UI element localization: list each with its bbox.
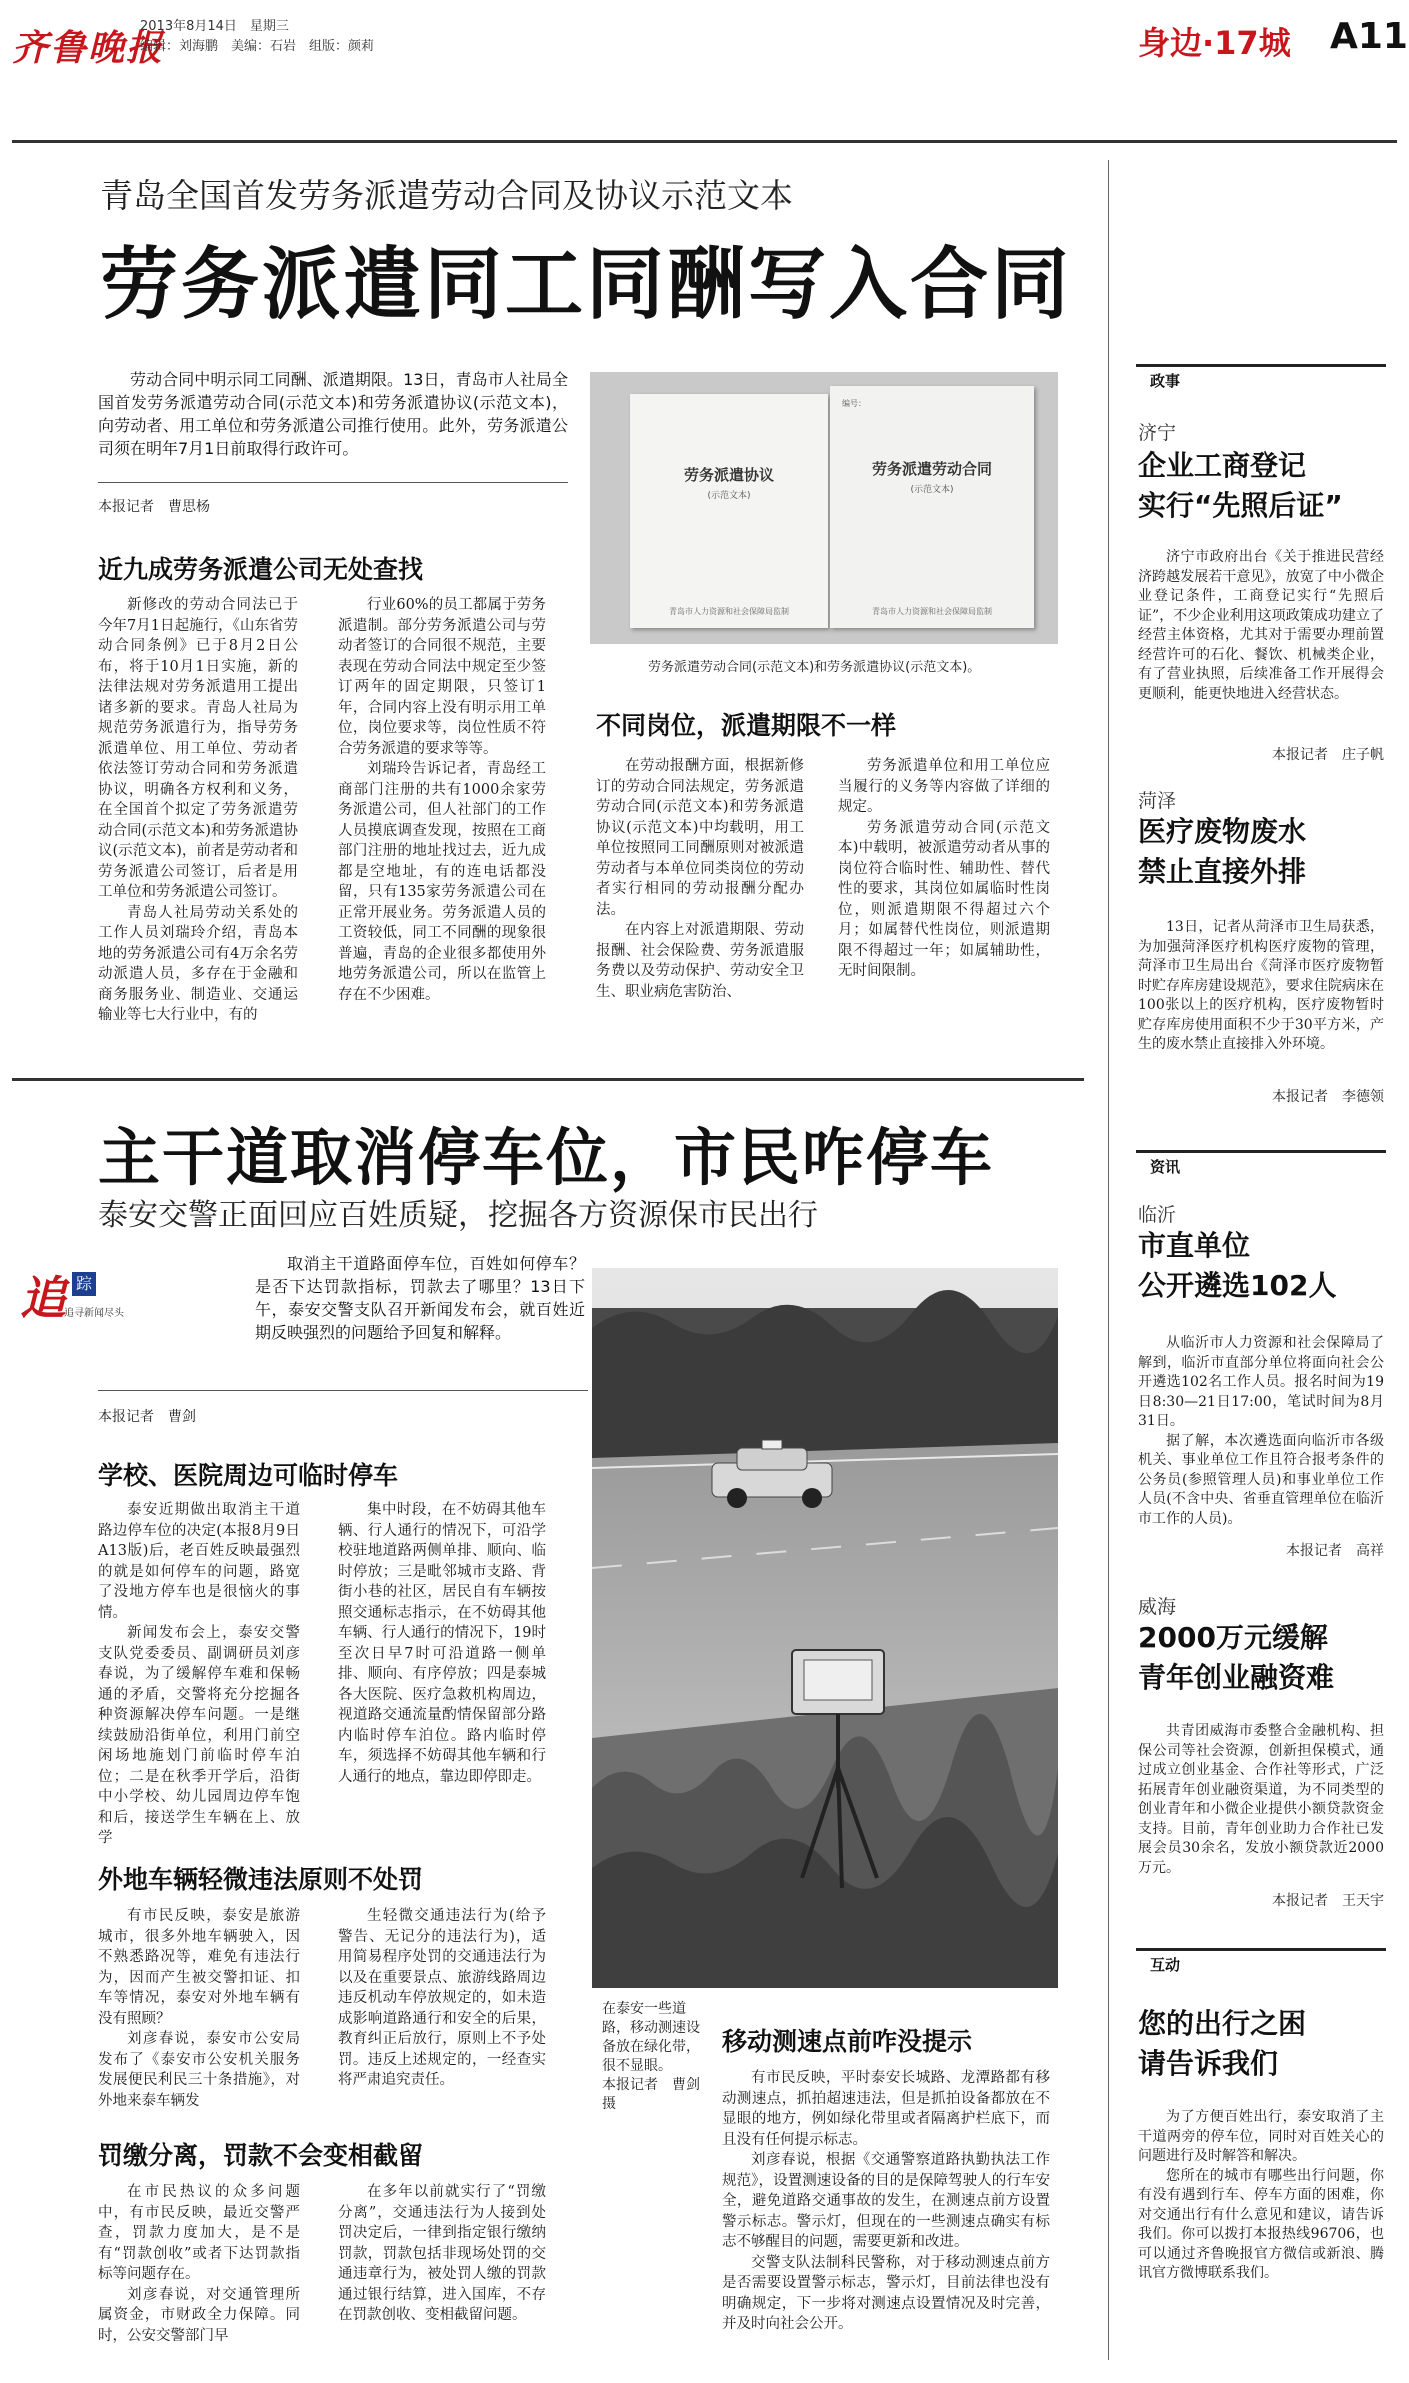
story1-lead: 劳动合同中明示同工同酬、派遣期限。13日，青岛市人社局全国首发劳务派遣劳动合同(示范文本)和劳务派遣协议(示范文本)，向劳动者、用工单位和劳务派遣公司推行使用。此外，劳务派遣公司须在明年7月1日前取得行政许可。	[98, 370, 568, 458]
heze-headline: 医疗废物废水 禁止直接外排	[1138, 815, 1307, 888]
city-jining: 济宁	[1138, 422, 1177, 444]
document-right	[830, 386, 1034, 628]
heze-reporter: 本报记者 李德领	[1272, 1089, 1384, 1105]
city-heze: 菏泽	[1138, 790, 1177, 812]
documents-photo-caption: 劳务派遣劳动合同(示范文本)和劳务派遣协议(示范文本)。	[648, 660, 981, 675]
story1-col2: 行业60%的员工都属于劳务派遣制。部分劳务派遣公司与劳动者签订的合同很不规范，主要表现在劳动合同法中规定至少签订两年的固定期限，只签订1年，合同内容上没有明示用工单位，岗位要求等，岗位性质不符合劳务派遣的要求等等。 刘瑞玲告诉记者，青岛经工商部门注册的共有1000余家劳务派遣公司，但人社部门的工作人员摸底调查发现，按照在工商部门注册的地址找过去，近九成都是空地址，有的连电话都没留，只有135家劳务派遣公司在正常开展业务。劳务派遣人员的工资较低，同工不同酬的现象很普遍，青岛的企业很多都使用外地劳务派遣公司，所以在监管上存在不少困难。	[338, 597, 546, 1003]
page-number: A11	[1330, 16, 1408, 57]
newspaper-logo: 齐鲁晚报	[12, 27, 165, 69]
story2-reporter: 本报记者 曹剑	[98, 1409, 196, 1425]
story1-col3: 在劳动报酬方面，根据新修订的劳动合同法规定，劳务派遣劳动合同(示范文本)和劳务派遣协议(示范文本)中均载明，用工单位按照同工同酬原则对被派遣劳动者与本单位同类岗位的劳动者实行相同的劳动报酬分配办法。 在内容上对派遣期限、劳动报酬、社会保险费、劳务派遣服务费以及劳动保护、劳动安全卫生、职业病危害防治、	[596, 758, 804, 1000]
follow-up-badge	[14, 1262, 144, 1326]
story1-kicker: 青岛全国首发劳务派遣劳动合同及协议示范文本	[100, 176, 793, 215]
speed-camera-photo	[592, 1268, 1058, 1988]
story2-col4: 生轻微交通违法行为(给予警告、无记分的违法行为)，适用简易程序处罚的交通违法行为以及在重要景点、旅游线路周边违反机动车停放规定的，如未造成影响道路通行和安全的后果，教育纠正后放行，原则上不予处罚。违反上述规定的，一经查实将严肃追究责任。	[338, 1908, 546, 2088]
badge-main-char: 追	[20, 1271, 66, 1325]
story1-sub2: 不同岗位，派遣期限不一样	[596, 711, 897, 740]
story2-sub4: 移动测速点前咋没提示	[722, 2027, 973, 2056]
linyi-text: 从临沂市人力资源和社会保障局了解到，临沂市直部分单位将面向社会公开遴选102名工作人员。报名时间为19日8:30—21日17:00，笔试时间为8月31日。 据了解，本次遴选面向临沂市各级机关、事业单位工作且符合报考条件的公务员(参照管理人员)和事业单位工作人员(不含中央、省垂直管理单位在临沂市工作的人员)。	[1138, 1335, 1384, 1527]
doc-right-footer: 青岛市人力资源和社会保障局监制	[872, 607, 992, 616]
doc-left-footer: 青岛市人力资源和社会保障局监制	[669, 607, 789, 616]
story1-headline: 劳务派遣同工同酬写入合同	[100, 240, 1073, 330]
doc-right-sub: (示范文本)	[910, 485, 954, 495]
section-label-interact: 互动	[1136, 1948, 1386, 1977]
story2-sub3: 罚缴分离，罚款不会变相截留	[98, 2141, 424, 2170]
story2-sub1: 学校、医院周边可临时停车	[98, 1461, 399, 1490]
masthead-rule	[12, 140, 1397, 143]
story2-col3: 有市民反映，泰安是旅游城市，很多外地车辆驶入，因不熟悉路况等，难免有违法行为，因而产生被交警扣证、扣车等情况，泰安对外地车辆有没有照顾？ 刘彦春说，泰安市公安局发布了《泰安市公安机关服务发展便民利民三十条措施》，对外地来泰车辆发	[98, 1908, 300, 2109]
doc-right-corner: 编号：	[842, 399, 866, 408]
sidebar-divider	[1108, 160, 1109, 2360]
story2-col6: 在多年以前就实行了“罚缴分离”，交通违法行为人接到处罚决定后，一律到指定银行缴纳罚款，罚款包括非现场处罚的交通违章行为，被处罚人缴的罚款通过银行结算，进入国库，不存在罚款创收、变相截留问题。	[338, 2184, 546, 2323]
interact-text: 为了方便百姓出行，泰安取消了主干道两旁的停车位，同时对百姓关心的问题进行及时解答和解决。 您所在的城市有哪些出行问题，你有没有遇到行车、停车方面的困难，你对交通出行有什么意见和建议，请告诉我们。你可以拨打本报热线96706，也可以通过齐鲁晚报官方微信或新浪、腾讯官方微博联系我们。	[1138, 2109, 1384, 2281]
doc-left-sub: (示范文本)	[707, 491, 751, 501]
lead-rule	[98, 482, 568, 483]
linyi-headline: 市直单位 公开遴选102人	[1138, 1229, 1337, 1302]
story-divider	[12, 1078, 1084, 1081]
document-left	[630, 394, 828, 628]
weihai-headline: 2000万元缓解 青年创业融资难	[1138, 1621, 1335, 1694]
doc-left-title: 劳务派遣协议	[683, 466, 774, 484]
story1-sub1: 近九成劳务派遣公司无处查找	[98, 555, 424, 584]
section-label-news: 资讯	[1136, 1150, 1386, 1179]
jining-headline: 企业工商登记 实行“先照后证”	[1138, 449, 1343, 522]
weihai-text: 共青团威海市委整合金融机构、担保公司等社会资源，创新担保模式，通过成立创业基金、合作社等形式，广泛拓展青年创业融资渠道，为不同类型的创业青年和小微企业提供小额贷款资金支持。目前，青年创业助力合作社已发展会员30余名，发放小额贷款近2000万元。	[1138, 1723, 1384, 1876]
section-tag: 身边·17城	[1138, 24, 1291, 62]
story2-col2: 集中时段，在不妨碍其他车辆、行人通行的情况下，可沿学校驻地道路两侧单排、顺向、临时停放；三是毗邻城市支路、背街小巷的社区，居民自有车辆按照交通标志指示，在不妨碍其他车辆、行人通行的情况下，19时至次日早7时可沿道路一侧单排、顺向、有序停放；四是泰城各大医院、医疗急救机构周边，视道路交通流量酌情保留部分路内临时停车泊位。路内临时停车，须选择不妨碍其他车辆和行人通行的地点，靠边即停即走。	[338, 1502, 546, 1785]
badge-label: 追寻新闻尽头	[64, 1308, 124, 1319]
story2-col7: 有市民反映，平时泰安长城路、龙潭路都有移动测速点，抓拍超速违法，但是抓拍设备都放在不显眼的地方，例如绿化带里或者隔离护栏底下，而且没有任何提示标志。 刘彦春说，根据《交通警察道路执勤执法工作规范》，设置测速设备的目的是保障驾驶人的行车安全，避免道路交通事故的发生，在测速点前方设置警示标志。警示灯，但现在的一些测速点确实有标志不够醒目的问题，需要更新和改进。 交警支队法制科民警称，对于移动测速点前方是否需要设置警示标志，警示灯，目前法律也没有明确规定，下一步将对测速点设置情况及时完善，并及时向社会公开。	[722, 2070, 1050, 2332]
linyi-reporter: 本报记者 高祥	[1286, 1543, 1384, 1559]
story2-sub2: 外地车辆轻微违法原则不处罚	[98, 1865, 424, 1894]
documents-photo	[590, 372, 1058, 644]
story1-reporter: 本报记者 曹思杨	[98, 499, 210, 515]
city-linyi: 临沂	[1138, 1204, 1177, 1226]
story2-lead: 取消主干道路面停车位，百姓如何停车？是否下达罚款指标，罚款去了哪里？13日下午，泰安交警支队召开新闻发布会，就百姓近期反映强烈的问题给予回复和解释。	[255, 1254, 585, 1342]
story2-lead-rule	[98, 1390, 588, 1391]
story2-kicker: 泰安交警正面回应百姓质疑，挖掘各方资源保市民出行	[98, 1198, 818, 1233]
jining-reporter: 本报记者 庄子帆	[1272, 747, 1384, 763]
story2-headline: 主干道取消停车位，市民咋停车	[98, 1121, 995, 1194]
jining-text: 济宁市政府出台《关于推进民营经济跨越发展若干意见》，放宽了中小微企业登记条件，工商登记实行“先照后证”，不少企业利用这项政策成功建立了经营主体资格，尤其对于需要办理前置经营许可的石化、餐饮、机械类企业，有了营业执照，后续准备工作开展得会更顺利，能更快地进入经营状态。	[1138, 549, 1384, 702]
story1-col1: 新修改的劳动合同法已于今年7月1日起施行，《山东省劳动合同条例》已于8月2日公布，将于10月1日实施，新的法律法规对劳务派遣用工提出诸多新的要求。青岛人社局为规范劳务派遣行为，指导劳务派遣单位、用工单位、劳动者依法签订劳动合同和劳务派遣协议，明确各方权利和义务，在全国首个拟定了劳务派遣劳动合同(示范文本)和劳务派遣协议(示范文本)，前者是劳动者和劳务派遣公司签订，后者是用工单位和劳务派遣公司签订。 青岛人社局劳动关系处的工作人员刘瑞玲介绍，青岛本地的劳务派遣公司有4万余名劳动派遣人员，多存在于金融和商务服务业、制造业、交通运输业等七大行业中，有的	[98, 597, 298, 1023]
weihai-reporter: 本报记者 王天宇	[1272, 1893, 1384, 1909]
speed-camera-caption: 在泰安一些道路，移动测速设备放在绿化带，很不显眼。 本报记者 曹剑 摄	[602, 2001, 714, 2112]
doc-right-title: 劳务派遣劳动合同	[871, 460, 992, 478]
interact-headline: 您的出行之困 请告诉我们	[1138, 2007, 1307, 2080]
city-weihai: 威海	[1138, 1596, 1177, 1618]
badge-sub-char: 踪	[72, 1272, 96, 1296]
date-line: 2013年8月14日 星期三	[140, 19, 289, 34]
section-label-politics: 政事	[1136, 364, 1386, 393]
staff-line: 编辑：刘海鹏 美编：石岩 组版：颜莉	[140, 39, 375, 54]
story1-col4: 劳务派遣单位和用工单位应当履行的义务等内容做了详细的规定。 劳务派遣劳动合同(示范文本)中载明，被派遣劳动者从事的岗位符合临时性、辅助性、替代性的要求，其岗位如属临时性岗位，则派遣期限不得超过六个月；如属替代性岗位，则派遣期限不得超过一年；如属辅助性，无时间限制。	[838, 758, 1050, 979]
speed-camera-scene	[592, 1268, 1058, 1988]
story2-col1: 泰安近期做出取消主干道路边停车位的决定(本报8月9日A13版)后，老百姓反映最强烈的就是如何停车的问题，路宽了没地方停车也是很恼火的事情。 新闻发布会上，泰安交警支队党委委员、副调研员刘彦春说，为了缓解停车难和保畅通的矛盾，交警将充分挖掘各种资源解决停车问题。一是继续鼓励沿街单位，利用门前空闲场地施划门前临时停车泊位；二是在秋季开学后，沿街中小学校、幼儿园周边停车饱和后，接送学生车辆在上、放学	[98, 1502, 300, 1846]
heze-text: 13日，记者从菏泽市卫生局获悉，为加强菏泽医疗机构医疗废物的管理，菏泽市卫生局出台《菏泽市医疗废物暂时贮存库房建设规范》，要求住院病床在100张以上的医疗机构，医疗废物暂时贮存库房使用面积不少于30平方米，产生的废水禁止直接排入外环境。	[1138, 919, 1384, 1052]
story2-col5: 在市民热议的众多问题中，有市民反映，最近交警严查，罚款力度加大，是不是有“罚款创收”或者下达罚款指标等问题存在。 刘彦春说，对交通管理所属资金，市财政全力保障。同时，公安交警部门早	[98, 2184, 300, 2344]
